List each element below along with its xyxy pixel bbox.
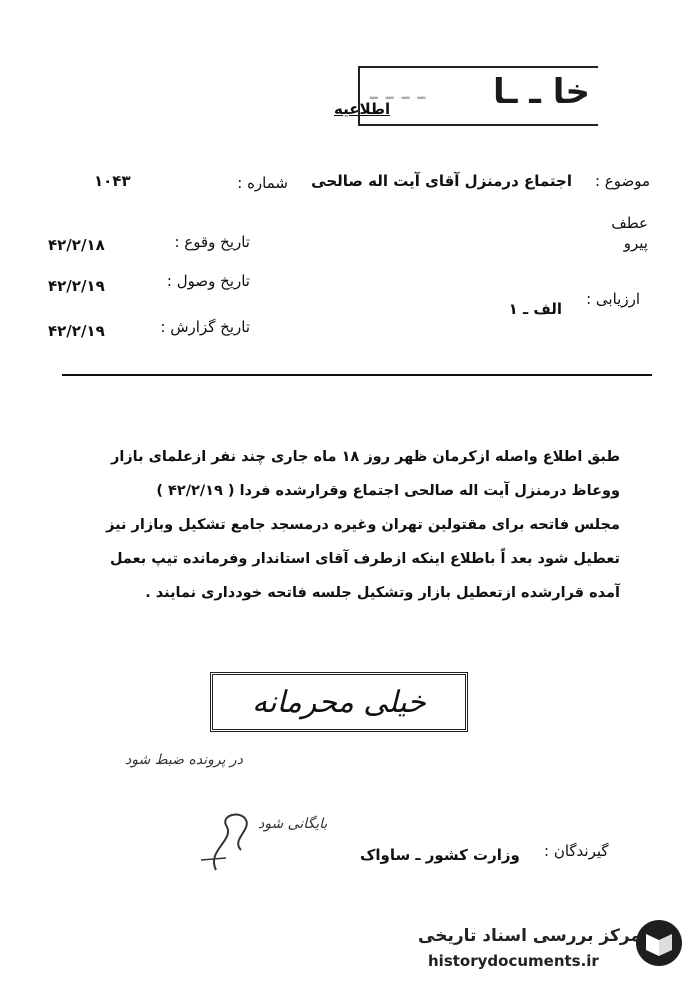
signature-mark [196,800,266,880]
secret-stamp-text: خیلی محرمانه [252,684,426,720]
divider-line [62,374,652,376]
archive-logo-icon [634,918,684,968]
ref-label-1: عطف [611,214,648,232]
report-label: تاریخ گزارش : [160,318,250,336]
evaluation-value: الف ـ ۱ [508,300,562,318]
body-line: ووعاظ درمنزل آیت اله صالحی اجتماع وقرارشده فردا ( ۴۲/۲/۱۹ ) [156,483,620,499]
footer-url[interactable]: historydocuments.ir [428,952,599,970]
occurrence-value: ۴۲/۲/۱۸ [48,236,105,254]
evaluation-label: ارزیابی : [586,290,640,308]
secret-stamp [210,672,468,732]
report-body [90,440,620,610]
notice-title: اطلاعیه [334,100,391,118]
body-line: طبق اطلاع واصله ازکرمان ظهر روز ۱۸ ماه جاری چند نفر ازعلمای بازار [110,449,620,465]
number-label: شماره : [237,174,288,192]
number-value: ۱۰۴۳ [94,172,131,190]
handwritten-note-2: بایگانی شود [258,816,328,832]
recipients-label: گیرندگان : [544,842,609,860]
ref-label-2: پیرو [623,234,648,252]
report-value: ۴۲/۲/۱۹ [48,322,105,340]
body-line: مجلس فاتحه برای مقتولین تهران وغیره درمسجد جامع تشکیل وبازار نیز [106,517,620,533]
arrival-value: ۴۲/۲/۱۹ [48,277,105,295]
subject-value: اجتماع درمنزل آقای آیت اله صالحی [311,172,572,190]
arrival-label: تاریخ وصول : [166,272,250,290]
stamp-faint-text: ـ ـ ـ ـ [370,76,426,106]
footer-org-name: مرکز بررسی اسناد تاریخی [418,926,641,946]
stamp-text: خا ـ ـا [493,72,590,112]
body-line: آمده قرارشده ازتعطیل بازار وتشکیل جلسه فاتحه خودداری نمایند . [145,585,620,601]
top-stamp-box [358,66,598,126]
recipients-value: وزارت کشور ـ ساواک [360,846,520,864]
handwritten-note-1: در پرونده ضبط شود [125,752,243,768]
body-line: تعطیل شود بعد اً باطلاع اینکه ازطرف آقای استاندار وفرمانده تیپ بعمل [109,551,620,567]
subject-label: موضوع : [594,172,650,190]
occurrence-label: تاریخ وقوع : [174,233,250,251]
